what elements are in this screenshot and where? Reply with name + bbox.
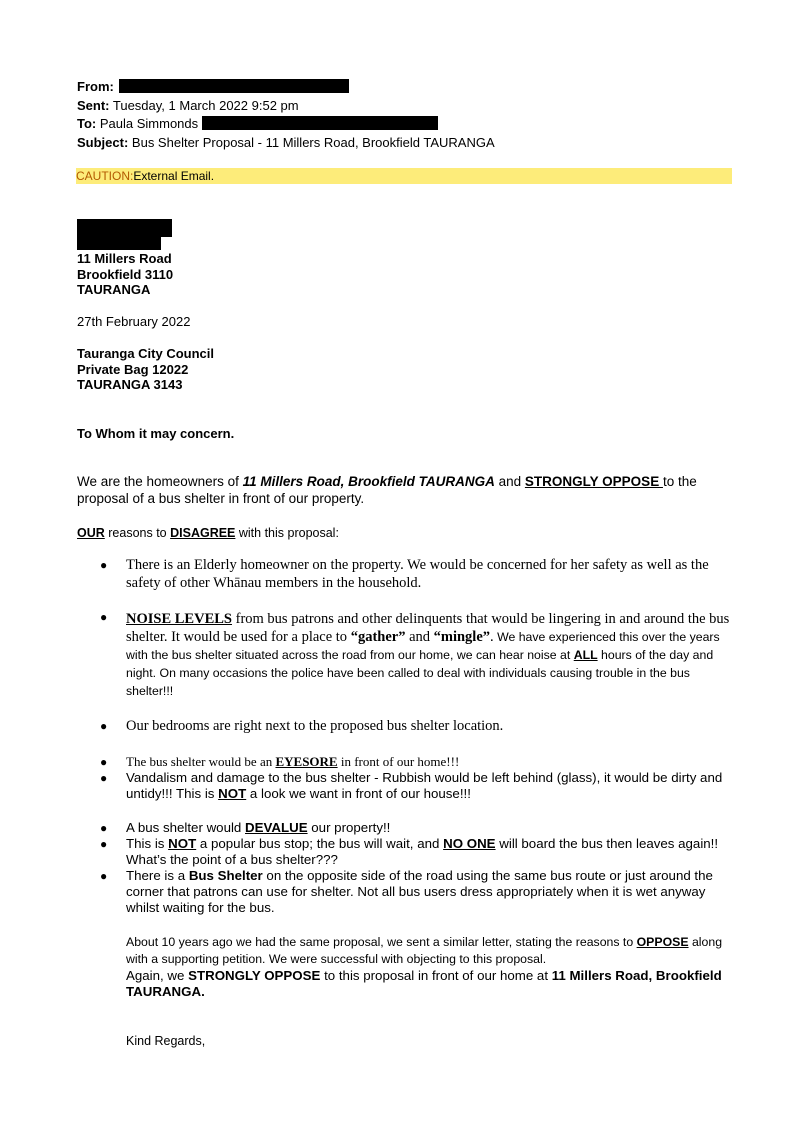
reason-text: Vandalism and damage to the bus shelter - Rubbish would be left behind (glass), it would be dirty and untidy!!! This is [126, 770, 723, 801]
reason-text: . [490, 629, 494, 645]
redacted-sender [119, 79, 349, 93]
reason-text: a look we want in front of our house!!! [246, 786, 471, 801]
caution-label: CAUTION: [76, 169, 134, 183]
sent-row [77, 97, 495, 116]
sender-address-line: 11 Millers Road [77, 251, 172, 266]
list-item [100, 610, 732, 700]
reason-text: The bus shelter would be an [126, 754, 276, 769]
reason-bus-shelter: Bus Shelter [188, 868, 263, 883]
reason-text: hours of the day and night. On many occasions the police have been called to deal with individuals causing trouble in the bus shelter!!! [126, 648, 714, 698]
redacted-name-line1 [77, 219, 172, 237]
letter-date: 27th February 2022 [77, 314, 191, 329]
list-item [100, 868, 732, 916]
reason-text: A bus shelter would [126, 820, 246, 835]
recipient-address [77, 346, 214, 393]
email-header [77, 78, 495, 152]
bullet-icon: ● [100, 719, 108, 733]
reason-text: There is a [126, 868, 189, 883]
list-item [100, 754, 732, 770]
reason-text: from bus patrons and other delinquents that would be lingering in and around the bus shelter. It would be used for a place to [126, 611, 730, 645]
intro-text: We are the homeowners of [77, 474, 243, 489]
reason-text: We have experienced this over the years with the bus shelter situated across the road from our home, we can hear noise at [126, 630, 720, 662]
closing-strongly-oppose: STRONGLY OPPOSE [188, 968, 321, 983]
reason-text: our property!! [307, 820, 391, 835]
list-item [100, 770, 732, 802]
closing-text: . [201, 984, 205, 999]
from-row [77, 78, 495, 97]
caution-text: External Email. [133, 169, 215, 183]
closing-text: along with a supporting petition. We were successful with objecting to this proposal. [126, 935, 723, 966]
reason-text: a popular bus stop; the bus will wait, and [196, 836, 444, 851]
reason-not: NOT [218, 786, 247, 801]
sender-address [77, 251, 173, 298]
sender-address-line: Brookfield 3110 [77, 266, 174, 282]
bullet-icon: ● [100, 610, 108, 624]
closing-text: About 10 years ago we had the same proposal, we sent a similar letter, stating the reasons to [126, 935, 637, 949]
reason-all: ALL [573, 648, 598, 662]
intro-text: to the proposal of a bus shelter in front of our property. [77, 474, 697, 506]
subject-row [77, 134, 495, 153]
bullet-icon: ● [100, 771, 108, 785]
recipient-address-line: Private Bag 12022 [77, 361, 189, 377]
intro-address: 11 Millers Road, Brookfield TAURANGA [242, 474, 495, 489]
intro-text: and [494, 474, 525, 489]
closing-oppose: OPPOSE [636, 935, 689, 949]
reasons-text: with this proposal: [235, 526, 339, 540]
reason-text: will board the bus then leaves again!! What’s the point of a bus shelter??? [126, 836, 719, 867]
redacted-name-line2 [77, 236, 161, 250]
closing-paragraph-1 [126, 934, 736, 968]
reason-text: on the opposite side of the road using the same bus route or just around the corner that patrons can use for shelter. Not all bus users dress appropriately when it is wet anyway whilst waiting for the bus. [126, 868, 713, 915]
reasons-text: reasons to [104, 526, 171, 540]
reason-devalue: DEVALUE [245, 820, 308, 835]
list-item [100, 836, 732, 868]
bullet-icon: ● [100, 558, 108, 572]
reason-text: Our bedrooms are right next to the proposed bus shelter location. [126, 718, 504, 734]
to-row [77, 115, 495, 134]
recipient-address-line: Tauranga City Council [77, 346, 214, 361]
closing-paragraph-2 [126, 968, 736, 1000]
list-item [100, 820, 732, 836]
reason-text: in front of our home!!! [337, 754, 460, 769]
list-item [100, 717, 732, 735]
reason-noise-levels: NOISE LEVELS [126, 611, 232, 627]
closing-section [126, 934, 736, 1000]
intro-oppose: STRONGLY OPPOSE [524, 474, 663, 489]
salutation: To Whom it may concern. [77, 426, 235, 441]
bullet-icon: ● [100, 755, 108, 769]
sender-address-line: TAURANGA [77, 282, 151, 297]
bullet-icon: ● [100, 821, 108, 835]
reason-no-one: NO ONE [443, 836, 496, 851]
sent-value: Tuesday, 1 March 2022 9:52 pm [112, 97, 299, 113]
reasons-list [100, 556, 732, 916]
to-value: Paula Simmonds [99, 116, 199, 131]
closing-address: 11 Millers Road, Brookfield TAURANGA [126, 968, 722, 999]
reasons-our: OUR [77, 526, 105, 540]
reason-not: NOT [168, 836, 197, 851]
closing-text: to this proposal in front of our home at [320, 968, 552, 983]
reason-mingle: “mingle” [433, 629, 491, 645]
from-label: From: [77, 79, 114, 94]
reason-text: There is an Elderly homeowner on the property. We would be concerned for her safety as well as the safety of other Whānau members in the household. [126, 557, 709, 591]
bullet-icon: ● [100, 869, 108, 883]
reason-eyesore: EYESORE [275, 754, 338, 769]
closing-text: Again, we [126, 968, 189, 983]
intro-paragraph [77, 473, 737, 507]
caution-banner [76, 168, 732, 184]
subject-label: Subject: [77, 134, 129, 150]
sign-off: Kind Regards, [126, 1034, 206, 1048]
recipient-address-line: TAURANGA 3143 [77, 377, 183, 392]
reasons-heading [77, 525, 339, 541]
to-label: To: [77, 116, 97, 131]
reason-text: and [405, 629, 434, 645]
list-item [100, 556, 732, 592]
subject-value: Bus Shelter Proposal - 11 Millers Road, Brookfield TAURANGA [131, 134, 495, 150]
reason-gather: “gather” [350, 629, 406, 645]
bullet-icon: ● [100, 837, 108, 851]
sent-label: Sent: [77, 97, 110, 113]
redacted-recipient-email [202, 116, 438, 130]
reasons-disagree: DISAGREE [170, 526, 236, 540]
reason-text: This is [126, 836, 169, 851]
